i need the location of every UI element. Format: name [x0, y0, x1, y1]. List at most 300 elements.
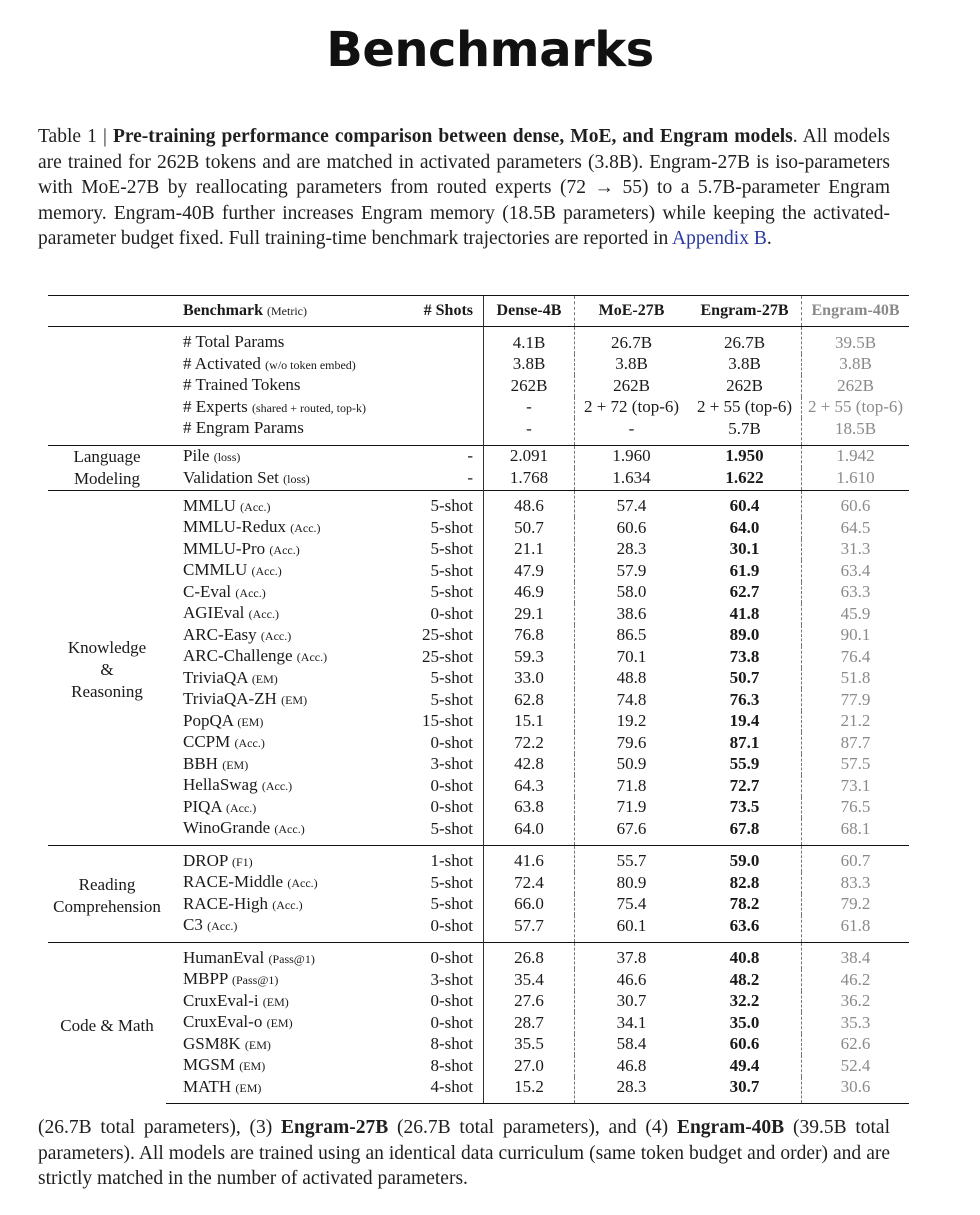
- benchmark-name-cell: [166, 1012, 383, 1034]
- value-cell-engram40b: 61.8: [802, 915, 910, 942]
- group-label-line: Reasoning: [71, 682, 143, 701]
- shots-cell: 3-shot: [430, 969, 473, 989]
- value-cell-moe27b: 37.8: [575, 942, 689, 969]
- value-cell-engram40b: 90.1: [802, 625, 910, 647]
- shots-cell: 0-shot: [430, 991, 473, 1010]
- shots-cell: -: [467, 468, 473, 488]
- value-cell-engram27b: 5.7B: [728, 418, 761, 438]
- shots-cell: 0-shot: [383, 942, 484, 969]
- header-benchmark-label: Benchmark: [183, 301, 263, 319]
- value-cell-engram40b: 39.5B: [802, 327, 910, 354]
- caption-end: .: [766, 228, 772, 250]
- group-label-line: &: [100, 660, 114, 679]
- benchmark-name-cell: [166, 942, 383, 969]
- table-row: [48, 375, 909, 397]
- benchmark-name: C-Eval: [183, 581, 232, 601]
- value-cell-dense4b: 63.8: [484, 797, 575, 819]
- value-cell-dense4b: 29.1: [484, 603, 575, 625]
- table-row: [48, 625, 909, 647]
- benchmark-name-cell: [166, 818, 383, 845]
- value-cell-moe27b: 58.4: [575, 1034, 689, 1056]
- shots-cell: 8-shot: [430, 1034, 473, 1053]
- body-bold-2: Engram-40B: [676, 1117, 785, 1138]
- value-cell-engram40b: 31.3: [802, 539, 910, 561]
- benchmark-name-cell: [166, 1077, 383, 1104]
- group-label-params: [48, 327, 166, 446]
- value-cell-engram40b: 18.5B: [802, 418, 910, 445]
- caption-prefix: Table 1 |: [38, 126, 113, 147]
- benchmark-name-cell: [166, 1034, 383, 1056]
- value-cell-dense4b: 57.7: [484, 915, 575, 942]
- value-cell-moe27b: 28.3: [575, 539, 689, 561]
- appendix-link[interactable]: Appendix B: [672, 228, 767, 250]
- value-cell-dense4b: 72.4: [484, 872, 575, 894]
- value-cell-engram27b: 63.6: [729, 915, 760, 935]
- table-row: [48, 872, 909, 894]
- value-cell-engram27b: 262B: [726, 375, 763, 395]
- table-row: [48, 915, 909, 942]
- value-cell-moe27b: 86.5: [575, 625, 689, 647]
- value-cell-engram27b: 41.8: [729, 603, 760, 623]
- value-cell-moe27b: 67.6: [575, 818, 689, 845]
- value-cell-dense4b: 262B: [484, 375, 575, 397]
- benchmark-metric: (loss): [283, 471, 310, 486]
- value-cell-engram27b: 30.1: [729, 539, 760, 558]
- value-cell-moe27b: 75.4: [575, 894, 689, 916]
- table-row: [48, 845, 909, 872]
- value-cell-engram27b: 50.7: [729, 668, 760, 687]
- benchmark-name: BBH: [183, 753, 218, 773]
- value-cell-moe27b: 58.0: [575, 582, 689, 604]
- benchmark-name-cell: [166, 445, 383, 468]
- value-cell-dense4b: 64.0: [484, 818, 575, 845]
- value-cell-dense4b: 15.2: [484, 1077, 575, 1104]
- value-cell-engram40b: 45.9: [802, 603, 910, 625]
- benchmark-name: GSM8K: [183, 1033, 241, 1053]
- value-cell-engram27b: 30.7: [688, 1077, 802, 1104]
- benchmark-name-cell: [166, 646, 383, 668]
- benchmark-metric: (Acc.): [234, 736, 265, 750]
- value-cell-engram27b: 59.0: [688, 845, 802, 872]
- benchmark-name: PopQA: [183, 710, 234, 730]
- benchmark-metric: (EM): [251, 671, 278, 686]
- value-cell-engram40b: 83.3: [802, 872, 910, 894]
- benchmark-name: Pile: [183, 445, 210, 465]
- value-cell-engram27b: 1.950: [688, 445, 802, 468]
- value-cell-dense4b: 4.1B: [484, 327, 575, 354]
- benchmark-name-cell: [166, 625, 383, 647]
- table-row: [48, 668, 909, 690]
- benchmark-name: DROP: [183, 850, 228, 870]
- value-cell-engram27b: 73.8: [729, 646, 760, 666]
- shots-cell: 15-shot: [422, 711, 473, 730]
- benchmark-name-cell: [166, 711, 383, 733]
- value-cell-engram27b: 1.622: [725, 468, 764, 488]
- benchmark-name: Validation Set: [183, 467, 279, 487]
- value-cell-dense4b: 27.0: [484, 1055, 575, 1077]
- shots-cell: 5-shot: [430, 872, 473, 892]
- value-cell-engram40b: 87.7: [802, 732, 910, 754]
- benchmark-name-cell: [166, 327, 383, 354]
- value-cell-moe27b: 19.2: [575, 711, 689, 733]
- value-cell-engram40b: 35.3: [802, 1012, 910, 1034]
- benchmark-name: # Experts: [183, 396, 248, 416]
- benchmark-name: ARC-Challenge: [183, 646, 293, 665]
- value-cell-moe27b: 26.7B: [575, 327, 689, 354]
- value-cell-moe27b: 30.7: [575, 991, 689, 1013]
- benchmark-name: CMMLU: [183, 560, 248, 579]
- value-cell-engram40b: 1.610: [802, 468, 910, 491]
- value-cell-dense4b: 27.6: [484, 991, 575, 1013]
- value-cell-engram40b: 62.6: [802, 1034, 910, 1056]
- value-cell-engram40b: 46.2: [802, 969, 910, 991]
- table-row: [48, 397, 909, 419]
- value-cell-engram27b: 89.0: [729, 625, 760, 644]
- value-cell-dense4b: 15.1: [484, 711, 575, 733]
- shots-cell: 5-shot: [430, 689, 473, 709]
- table-row: [48, 1012, 909, 1034]
- table-row: [48, 689, 909, 711]
- shots-cell: 5-shot: [430, 668, 473, 687]
- header-dense4b: Dense-4B: [484, 296, 575, 327]
- shots-cell: 0-shot: [430, 1012, 473, 1032]
- value-cell-moe27b: -: [575, 418, 689, 445]
- group-label-line: Code & Math: [60, 1015, 154, 1035]
- benchmark-name: # Engram Params: [183, 418, 304, 437]
- benchmark-name: # Activated: [183, 353, 261, 373]
- value-cell-engram27b: 82.8: [729, 872, 760, 892]
- caption-bold-title: Pre-training performance comparison between dense, MoE, and Engram models: [112, 126, 793, 147]
- shots-cell: 5-shot: [430, 894, 473, 913]
- value-cell-dense4b: 72.2: [484, 732, 575, 754]
- value-cell-dense4b: 62.8: [484, 689, 575, 711]
- value-cell-engram27b: 60.6: [729, 1034, 760, 1053]
- value-cell-moe27b: 28.3: [575, 1077, 689, 1104]
- benchmark-metric: (F1): [231, 854, 253, 869]
- benchmark-name-cell: [166, 560, 383, 582]
- table-row: [48, 942, 909, 969]
- benchmark-metric: (Acc.): [207, 919, 238, 933]
- benchmark-metric: (Acc.): [235, 585, 266, 600]
- benchmark-name-cell: [166, 754, 383, 776]
- page-heading: Benchmarks: [326, 22, 654, 78]
- benchmark-name-cell: [166, 1055, 383, 1077]
- value-cell-engram27b: 35.0: [729, 1012, 760, 1032]
- benchmark-name: PIQA: [183, 796, 222, 816]
- benchmark-name-cell: [166, 468, 383, 491]
- value-cell-dense4b: 42.8: [484, 754, 575, 776]
- body-bold-1: Engram-27B: [281, 1117, 389, 1138]
- table-row: [48, 560, 909, 582]
- group-label-section: [48, 942, 166, 1104]
- value-cell-moe27b: 46.6: [575, 969, 689, 991]
- table-row: [48, 1077, 909, 1104]
- benchmark-name: HellaSwag: [183, 775, 258, 794]
- value-cell-dense4b: 2.091: [484, 445, 575, 468]
- benchmark-metric: (Acc.): [296, 650, 328, 664]
- benchmark-name: MMLU-Pro: [183, 538, 266, 558]
- table-caption: [38, 124, 890, 252]
- value-cell-engram40b: 1.942: [802, 445, 910, 468]
- benchmark-name: MATH: [183, 1076, 232, 1096]
- value-cell-moe27b: 38.6: [575, 603, 689, 625]
- shots-cell: 5-shot: [430, 582, 473, 601]
- value-cell-moe27b: 57.4: [575, 490, 689, 517]
- value-cell-moe27b: 79.6: [575, 732, 689, 754]
- shots-cell: 3-shot: [430, 754, 473, 773]
- shots-cell: 5-shot: [383, 490, 484, 517]
- benchmark-metric: (EM): [239, 1059, 266, 1073]
- value-cell-dense4b: 3.8B: [484, 354, 575, 376]
- benchmark-name: AGIEval: [183, 603, 245, 622]
- value-cell-engram40b: 57.5: [802, 754, 910, 776]
- value-cell-dense4b: 33.0: [484, 668, 575, 690]
- table-row: [48, 646, 909, 668]
- benchmark-metric: (Acc.): [290, 521, 321, 535]
- shots-cell: 25-shot: [422, 646, 473, 666]
- table-row: [48, 354, 909, 376]
- table-row: [48, 1034, 909, 1056]
- value-cell-dense4b: 46.9: [484, 582, 575, 604]
- benchmark-metric: (Acc.): [261, 779, 293, 793]
- value-cell-engram40b: 30.6: [802, 1077, 910, 1104]
- value-cell-moe27b: 74.8: [575, 689, 689, 711]
- value-cell-moe27b: 1.634: [575, 468, 689, 491]
- value-cell-engram40b: 79.2: [802, 894, 910, 916]
- shots-cell: [383, 375, 484, 397]
- shots-cell: 0-shot: [430, 915, 473, 935]
- benchmark-name-cell: [166, 668, 383, 690]
- benchmark-name: MMLU: [183, 495, 236, 515]
- benchmark-metric: (EM): [281, 693, 308, 707]
- shots-cell: 8-shot: [430, 1055, 473, 1075]
- benchmark-name-cell: [166, 991, 383, 1013]
- value-cell-dense4b: 35.5: [484, 1034, 575, 1056]
- table-row: [48, 711, 909, 733]
- header-benchmark: [166, 296, 383, 327]
- table-row: [48, 969, 909, 991]
- value-cell-moe27b: 60.6: [575, 517, 689, 539]
- table-row: [48, 468, 909, 491]
- header-shots: # Shots: [383, 296, 484, 327]
- benchmark-metric: (EM): [262, 994, 289, 1009]
- value-cell-moe27b: 262B: [575, 375, 689, 397]
- benchmark-name: C3: [183, 915, 203, 934]
- value-cell-engram27b: 26.7B: [688, 327, 802, 354]
- value-cell-engram40b: 60.7: [802, 845, 910, 872]
- value-cell-dense4b: 1.768: [484, 468, 575, 491]
- table-body: [48, 327, 909, 1104]
- value-cell-engram27b: 67.8: [729, 818, 760, 838]
- value-cell-engram40b: 60.6: [802, 490, 910, 517]
- benchmark-metric: (Acc.): [251, 564, 282, 578]
- header-moe27b: MoE-27B: [575, 296, 689, 327]
- benchmark-name-cell: [166, 603, 383, 625]
- value-cell-dense4b: 41.6: [484, 845, 575, 872]
- benchmark-name-cell: [166, 732, 383, 754]
- benchmark-name: CCPM: [183, 732, 231, 751]
- shots-cell: 5-shot: [430, 818, 473, 838]
- value-cell-engram27b: 61.9: [729, 560, 760, 580]
- value-cell-engram27b: 32.2: [729, 991, 760, 1010]
- table-row: [48, 327, 909, 354]
- benchmark-metric: (EM): [244, 1037, 271, 1052]
- benchmark-name-cell: [166, 797, 383, 819]
- shots-cell: 25-shot: [422, 625, 473, 644]
- benchmark-metric: (Acc.): [287, 876, 318, 890]
- value-cell-dense4b: 66.0: [484, 894, 575, 916]
- group-label-section: [48, 845, 166, 942]
- body-text-1: (26.7B total parameters), (3): [38, 1117, 281, 1138]
- value-cell-moe27b: 50.9: [575, 754, 689, 776]
- benchmark-metric: (Acc.): [225, 800, 257, 815]
- benchmark-name: ARC-Easy: [183, 624, 257, 644]
- value-cell-engram27b: 3.8B: [728, 354, 761, 373]
- value-cell-dense4b: 76.8: [484, 625, 575, 647]
- table-row: [48, 418, 909, 445]
- body-text-2: (26.7B total parameters), and (4): [388, 1117, 677, 1138]
- value-cell-engram27b: 49.4: [729, 1055, 760, 1075]
- table-row: [48, 1055, 909, 1077]
- benchmark-name: CruxEval-o: [183, 1012, 263, 1031]
- benchmark-name: MBPP: [183, 969, 228, 988]
- benchmark-metric: (Pass@1): [268, 951, 315, 966]
- benchmark-name-cell: [166, 539, 383, 561]
- shots-cell: [383, 327, 484, 354]
- value-cell-engram27b: 40.8: [688, 942, 802, 969]
- value-cell-engram27b: 78.2: [729, 894, 760, 913]
- value-cell-engram40b: 21.2: [802, 711, 910, 733]
- benchmark-metric: (Acc.): [272, 897, 303, 912]
- benchmark-metric: (loss): [213, 449, 241, 464]
- value-cell-moe27b: 57.9: [575, 560, 689, 582]
- benchmark-metric: (w/o token embed): [265, 357, 356, 372]
- value-cell-engram40b: 64.5: [802, 517, 910, 539]
- benchmark-name-cell: [166, 418, 383, 445]
- value-cell-engram27b: 19.4: [729, 711, 760, 730]
- table-row: [48, 445, 909, 468]
- benchmark-name-cell: [166, 354, 383, 376]
- header-group-cell: [48, 296, 166, 327]
- value-cell-moe27b: 3.8B: [575, 354, 689, 376]
- table-row: [48, 517, 909, 539]
- value-cell-engram40b: 63.4: [802, 560, 910, 582]
- value-cell-dense4b: 26.8: [484, 942, 575, 969]
- value-cell-dense4b: 50.7: [484, 517, 575, 539]
- value-cell-moe27b: 1.960: [575, 445, 689, 468]
- value-cell-engram40b: 2 + 55 (top-6): [802, 397, 910, 419]
- benchmark-name-cell: [166, 894, 383, 916]
- benchmark-name: TriviaQA-ZH: [183, 689, 277, 708]
- group-label-line: Comprehension: [53, 897, 161, 916]
- value-cell-moe27b: 34.1: [575, 1012, 689, 1034]
- benchmark-name-cell: [166, 582, 383, 604]
- value-cell-moe27b: 71.8: [575, 775, 689, 797]
- group-label-section: [48, 445, 166, 490]
- benchmark-name: WinoGrande: [183, 818, 271, 837]
- shots-cell: -: [383, 445, 484, 468]
- value-cell-engram27b: 64.0: [729, 517, 760, 537]
- value-cell-engram40b: 63.3: [802, 582, 910, 604]
- benchmark-name: RACE-High: [183, 893, 268, 913]
- value-cell-dense4b: 59.3: [484, 646, 575, 668]
- benchmark-name-cell: [166, 775, 383, 797]
- table-row: [48, 797, 909, 819]
- benchmark-metric: (EM): [235, 1080, 262, 1095]
- benchmark-name-cell: [166, 397, 383, 419]
- value-cell-dense4b: 35.4: [484, 969, 575, 991]
- group-label-section: [48, 490, 166, 845]
- value-cell-engram40b: 51.8: [802, 668, 910, 690]
- value-cell-engram27b: 60.4: [688, 490, 802, 517]
- value-cell-engram27b: 55.9: [729, 754, 760, 773]
- table-row: [48, 775, 909, 797]
- table-row: [48, 603, 909, 625]
- shots-cell: [383, 418, 484, 445]
- benchmark-name-cell: [166, 517, 383, 539]
- value-cell-engram40b: 52.4: [802, 1055, 910, 1077]
- group-label-line: Knowledge: [67, 638, 147, 657]
- value-cell-engram40b: 68.1: [802, 818, 910, 845]
- value-cell-engram40b: 77.9: [802, 689, 910, 711]
- value-cell-engram27b: 73.5: [729, 797, 760, 816]
- shots-cell: 0-shot: [430, 603, 473, 623]
- benchmark-metric: (Acc.): [240, 499, 271, 514]
- group-label-line: Modeling: [73, 468, 141, 488]
- benchmark-metric: (EM): [222, 757, 249, 772]
- benchmark-table: [48, 295, 904, 1104]
- value-cell-moe27b: 46.8: [575, 1055, 689, 1077]
- shots-cell: 1-shot: [383, 845, 484, 872]
- table-row: [48, 490, 909, 517]
- benchmark-metric: (Acc.): [260, 628, 292, 643]
- table-row: [48, 582, 909, 604]
- value-cell-moe27b: 80.9: [575, 872, 689, 894]
- value-cell-dense4b: -: [484, 418, 575, 445]
- value-cell-dense4b: 21.1: [484, 539, 575, 561]
- value-cell-engram40b: 76.5: [802, 797, 910, 819]
- body-paragraph: [38, 1115, 890, 1192]
- benchmark-name: TriviaQA: [183, 667, 248, 687]
- benchmark-name-cell: [166, 915, 383, 942]
- benchmark-name: HumanEval: [183, 947, 265, 967]
- shots-cell: 5-shot: [430, 539, 473, 558]
- benchmark-metric: (EM): [237, 714, 264, 729]
- benchmark-name-cell: [166, 490, 383, 517]
- value-cell-moe27b: 70.1: [575, 646, 689, 668]
- table-row: [48, 539, 909, 561]
- table-row: [48, 894, 909, 916]
- benchmark-name: CruxEval-i: [183, 990, 259, 1010]
- value-cell-engram27b: 2 + 55 (top-6): [696, 397, 793, 416]
- benchmark-metric: (EM): [266, 1016, 293, 1030]
- benchmark-name: MGSM: [183, 1055, 235, 1074]
- benchmark-metric: (Acc.): [269, 542, 300, 557]
- table-row: [48, 818, 909, 845]
- benchmark-name-cell: [166, 969, 383, 991]
- value-cell-engram40b: 36.2: [802, 991, 910, 1013]
- benchmark-name: # Total Params: [183, 332, 285, 351]
- shots-cell: 0-shot: [430, 732, 473, 752]
- table-row: [48, 991, 909, 1013]
- caption-text: . All models are trained for 262B tokens and are matched in activated parameters (3.8B). Engram-27B is iso-parameters with MoE-27B by reallocating parameters from routed experts (72 → 55) to a 5.7B-parameter Engram memory. Engram-40B further increases Engram memory (18.5B parameters) while keeping the activated-parameter budget fixed. Full training-time benchmark trajectories are reported in: [38, 126, 890, 250]
- value-cell-engram40b: 3.8B: [802, 354, 910, 376]
- shots-cell: 0-shot: [430, 797, 473, 816]
- group-label-line: Reading: [78, 875, 136, 894]
- header-engram27b: Engram-27B: [688, 296, 802, 327]
- value-cell-engram40b: 262B: [802, 375, 910, 397]
- value-cell-moe27b: 48.8: [575, 668, 689, 690]
